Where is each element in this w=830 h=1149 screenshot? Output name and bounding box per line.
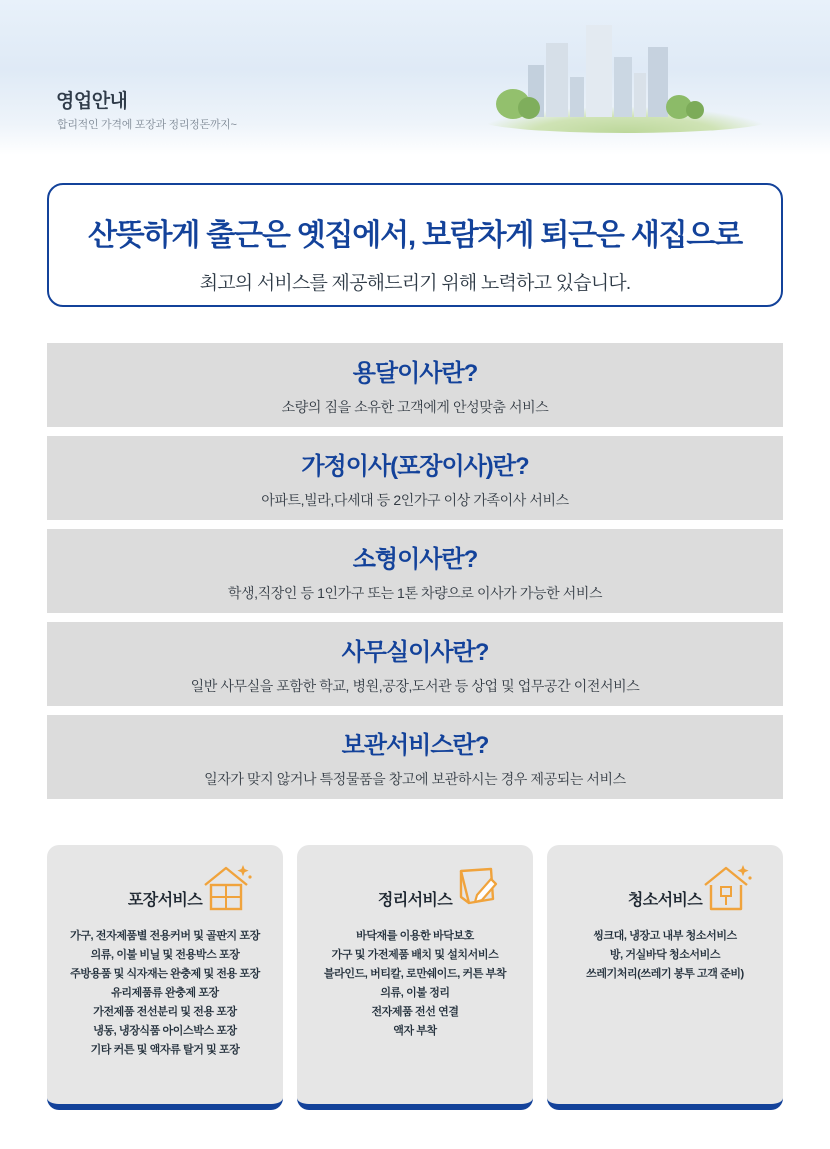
card-line-list [547,927,783,984]
definition-row [47,622,783,706]
definition-desc: 아파트,빌라,다세대 등 2인가구 이상 가족이사 서비스 [261,492,569,508]
headline-sub: 최고의 서비스를 제공해드리기 위해 노력하고 있습니다. [199,273,631,294]
definition-row [47,436,783,520]
definition-row [47,529,783,613]
service-card-cleaning [547,845,783,1110]
definition-desc: 소량의 짐을 소유한 고객에게 안성맞춤 서비스 [281,399,549,415]
service-card-organizing [297,845,533,1110]
card-title: 청소서비스 [627,892,703,909]
page-subtitle: 합리적인 가격에 포장과 정리정돈까지~ [57,119,237,131]
definition-title: 용달이사란? [352,360,478,387]
definition-list [47,343,783,808]
card-title: 포장서비스 [127,892,203,909]
card-line: 씽크대, 냉장고 내부 청소서비스 [593,930,737,942]
card-line: 바닥재를 이용한 바닥보호 [356,930,474,942]
card-line-list [47,927,283,1060]
card-line: 가구, 전자제품별 전용커버 및 골판지 포장 [70,930,260,942]
card-line: 쓰레기처리(쓰레기 봉투 고객 준비) [586,968,744,980]
definition-row [47,343,783,427]
headline-banner [47,183,783,307]
definition-title: 가정이사(포장이사)란? [301,453,529,480]
card-line: 방, 거실바닥 청소서비스 [609,949,721,961]
card-title: 정리서비스 [377,892,453,909]
card-line-list [297,927,533,1041]
definition-title: 보관서비스란? [341,732,489,759]
definition-desc: 일자가 맞지 않거나 특정물품을 창고에 보관하시는 경우 제공되는 서비스 [204,771,626,787]
card-line: 의류, 이불 정리 [380,987,450,999]
card-line: 주방용품 및 식자재는 완충제 및 전용 포장 [70,968,260,980]
definition-desc: 일반 사무실을 포함한 학교, 병원,공장,도서관 등 상업 및 업무공간 이전서비스 [190,678,640,694]
card-line: 유리제품류 완충제 포장 [111,987,219,999]
card-line: 전자제품 전선 연결 [371,1006,459,1018]
service-card-list [47,845,783,1110]
page-title: 영업안내 [56,91,128,112]
card-line: 의류, 이불 비닐 및 전용박스 포장 [90,949,240,961]
headline-main: 산뜻하게 출근은 옛집에서, 보람차게 퇴근은 새집으로 [88,219,742,252]
card-line: 기타 커튼 및 액자류 탈거 및 포장 [90,1044,240,1056]
card-line: 냉동, 냉장식품 아이스박스 포장 [93,1025,237,1037]
definition-desc: 학생,직장인 등 1인가구 또는 1톤 차량으로 이사가 가능한 서비스 [227,585,603,601]
definition-title: 소형이사란? [352,546,478,573]
service-card-packing [47,845,283,1110]
definition-title: 사무실이사란? [341,639,489,666]
definition-row [47,715,783,799]
card-line: 블라인드, 버티칼, 로만쉐이드, 커튼 부착 [323,968,507,980]
card-line: 가구 및 가전제품 배치 및 설치서비스 [331,949,499,961]
card-line: 가전제품 전선분리 및 전용 포장 [93,1006,237,1018]
card-line: 액자 부착 [393,1025,437,1037]
city-skyline-icon [480,13,770,133]
page-header [0,0,830,155]
